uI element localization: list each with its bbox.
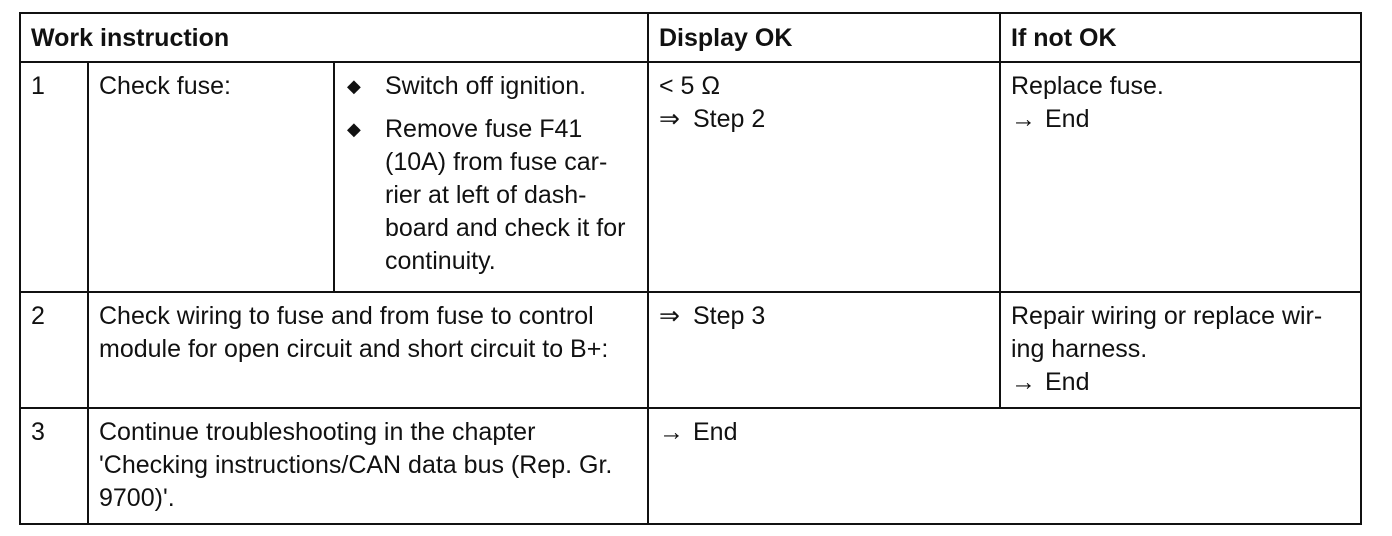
- if-not-ok-cell: [1000, 62, 1361, 292]
- end-label: End: [693, 418, 738, 446]
- double-arrow-right-icon: ⇒: [659, 105, 680, 133]
- if-not-ok-text: Repair wiring or replace wir- ing harness.: [1011, 302, 1323, 363]
- display-ok-next: [659, 103, 989, 136]
- display-ok-value: < 5 Ω: [659, 72, 721, 100]
- end-label: End: [1045, 105, 1090, 133]
- work-instruction-table: [19, 12, 1362, 525]
- if-not-ok-next: [1011, 103, 1350, 136]
- end-label: End: [1045, 368, 1090, 396]
- table-row: [20, 408, 1361, 524]
- display-ok-cell: [648, 408, 1361, 524]
- double-arrow-right-icon: ⇒: [659, 302, 680, 330]
- instruction-text: Check wiring to fuse and from fuse to control module for open circuit and short circuit to B+:: [88, 292, 648, 408]
- diamond-bullet-icon: ◆: [347, 119, 361, 139]
- display-ok-next: [659, 416, 1350, 449]
- bullet-text: Remove fuse F41 (10A) from fuse car- rier at left of dash- board and check it for continuity.: [385, 115, 626, 275]
- table-row: [20, 62, 1361, 292]
- arrow-right-icon: →: [1011, 368, 1036, 396]
- if-not-ok-cell: [1000, 292, 1361, 408]
- table-row: [20, 292, 1361, 408]
- bullet-text: Switch off ignition.: [385, 72, 587, 100]
- if-not-ok-next: [1011, 366, 1350, 399]
- display-ok-next: [659, 300, 989, 333]
- if-not-ok-text: Replace fuse.: [1011, 72, 1164, 100]
- display-ok-cell: [648, 292, 1000, 408]
- bullet-item: [347, 113, 637, 278]
- step-number: 1: [20, 62, 88, 292]
- display-ok-cell: [648, 62, 1000, 292]
- header-if-not-ok: If not OK: [1000, 13, 1361, 62]
- arrow-right-icon: →: [659, 418, 684, 446]
- next-step-label: Step 2: [693, 105, 766, 133]
- header-display-ok: Display OK: [648, 13, 1000, 62]
- step-number: 3: [20, 408, 88, 524]
- header-work-instruction: Work instruction: [20, 13, 648, 62]
- next-step-label: Step 3: [693, 302, 766, 330]
- instruction-text: Continue troubleshooting in the chapter 'Checking instructions/CAN data bus (Rep. Gr. 9700)'.: [88, 408, 648, 524]
- step-number: 2: [20, 292, 88, 408]
- instruction-bullets: [334, 62, 648, 292]
- table-header-row: [20, 13, 1361, 62]
- diamond-bullet-icon: ◆: [347, 76, 361, 96]
- bullet-item: [347, 70, 637, 103]
- arrow-right-icon: →: [1011, 105, 1036, 133]
- instruction-text: Check fuse:: [88, 62, 334, 292]
